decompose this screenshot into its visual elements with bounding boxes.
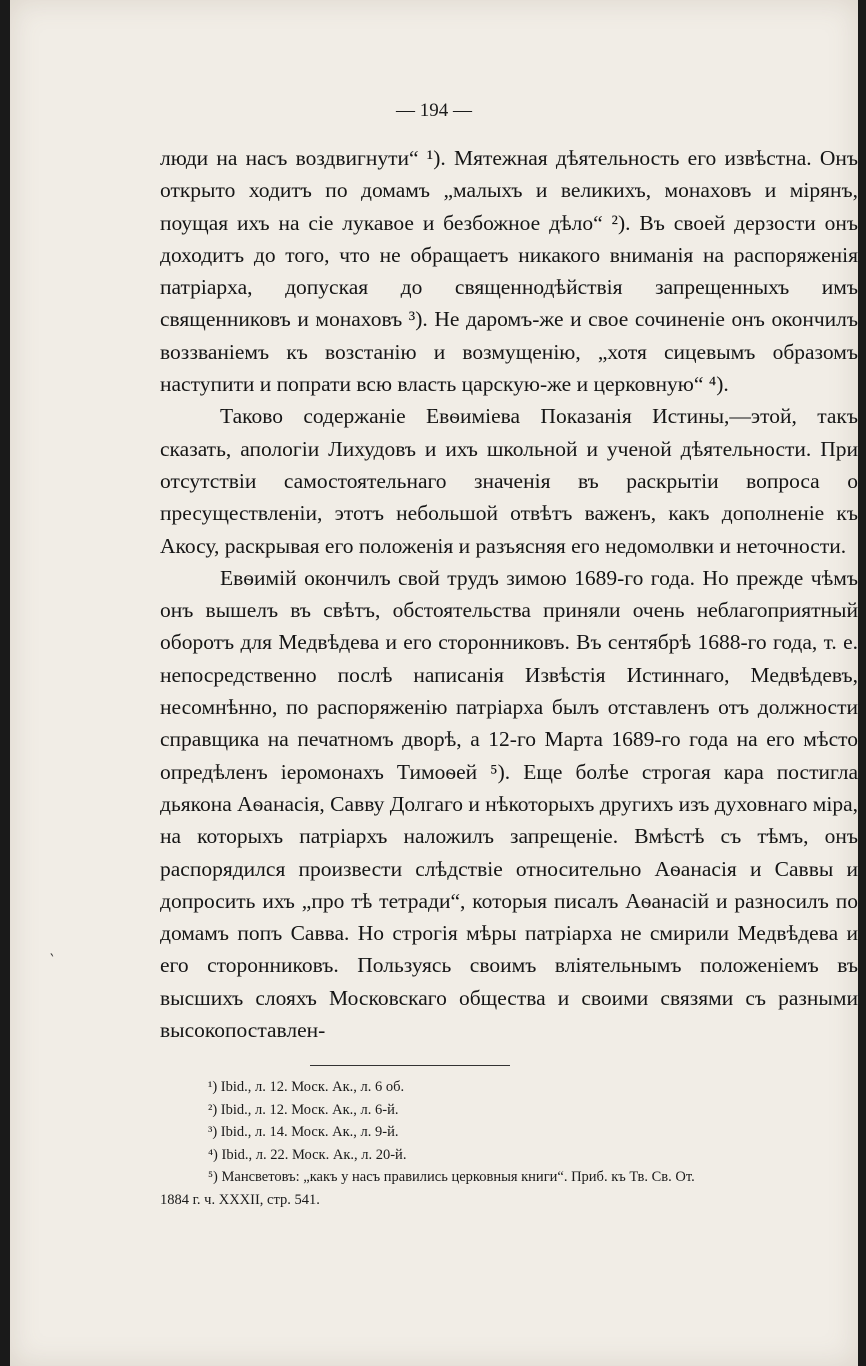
footnote-5: ⁵) Мансветовъ: „какъ у насъ правились церковныя книги“. Приб. къ Тв. Св. От. <box>208 1169 695 1186</box>
footnote-1: ¹) Ibid., л. 12. Моск. Ак., л. 6 об. <box>208 1079 405 1095</box>
main-text <box>160 142 858 1046</box>
footnote-5-continuation: 1884 г. ч. XXXII, стр. 541. <box>160 1191 320 1208</box>
footnote-2: ²) Ibid., л. 12. Моск. Ак., л. 6-й. <box>208 1101 399 1118</box>
book-page <box>10 0 858 1366</box>
footnotes <box>160 1076 850 1212</box>
footnote-4: ⁴) Ibid., л. 22. Моск. Ак., л. 20-й. <box>208 1146 407 1163</box>
footnote-3: ³) Ibid., л. 14. Моск. Ак., л. 9-й. <box>208 1124 399 1141</box>
paragraph-1: люди на насъ воздвигнути“ ¹). Мятежная дѣятельность его извѣстна. Онъ открыто ходитъ по домамъ „малыхъ и великихъ, монаховъ и мірянъ, поущая ихъ на сіе лукавое и безбожное дѣло“ ²). Въ своей дерзости онъ доходитъ до того, что не обращаетъ никакого вниманія на распоряженія патріарха, допуская до священнодѣйствія запрещенныхъ имъ священниковъ и монаховъ ³). Не даромъ-же и свое сочиненіе онъ окончилъ воззваніемъ къ возстанію и возмущенію, „хотя сицевымъ образомъ наступити и попрати всю власть царскую-же и церковную“ ⁴). <box>160 146 858 397</box>
paragraph-2: Таково содержаніе Евѳиміева Показанія Истины,—этой, такъ сказать, апологіи Лихудовъ и ихъ школьной и ученой дѣятельности. При отсутствіи самостоятельнаго значенія въ раскрытіи вопроса о пресуществленіи, этотъ небольшой отвѣтъ важенъ, какъ дополненіе къ Акосу, раскрывая его положенія и разъясняя его недомолвки и неточности. <box>160 404 858 558</box>
page-number: — 194 — <box>396 100 472 121</box>
paragraph-3: Евѳимій окончилъ свой трудъ зимою 1689-го года. Но прежде чѣмъ онъ вышелъ въ свѣтъ, обстоятельства приняли очень неблагоприятный оборотъ для Медвѣдева и его сторонниковъ. Въ сентябрѣ 1688-го года, т. е. непосредственно послѣ написанія Извѣстія Истиннаго, Медвѣдевъ, несомнѣнно, по распоряженію патріарха былъ отставленъ отъ должности справщика на печатномъ дворѣ, а 12-го Марта 1689-го года на его мѣсто опредѣленъ іеромонахъ Тимоѳей ⁵). Еще болѣе строгая кара постигла дьякона Аѳанасія, Савву Долгаго и нѣкоторыхъ другихъ изъ духовнаго міра, на которыхъ патріархъ наложилъ запрещеніе. Вмѣстѣ съ тѣмъ, онъ распорядился произвести слѣдствіе относительно Аѳанасія и Саввы и допросить ихъ „про тѣ тетради“, которыя писалъ Аѳанасій и разносилъ по домамъ попъ Савва. Но строгія мѣры патріарха не смирили Медвѣдева и его сторонниковъ. Пользуясь своимъ вліятельнымъ положеніемъ въ высшихъ слояхъ Московскаго общества и своими связями съ разными высокопоставлен- <box>160 565 859 1043</box>
footnote-divider <box>310 1065 510 1066</box>
margin-mark: ‵ <box>50 952 54 969</box>
